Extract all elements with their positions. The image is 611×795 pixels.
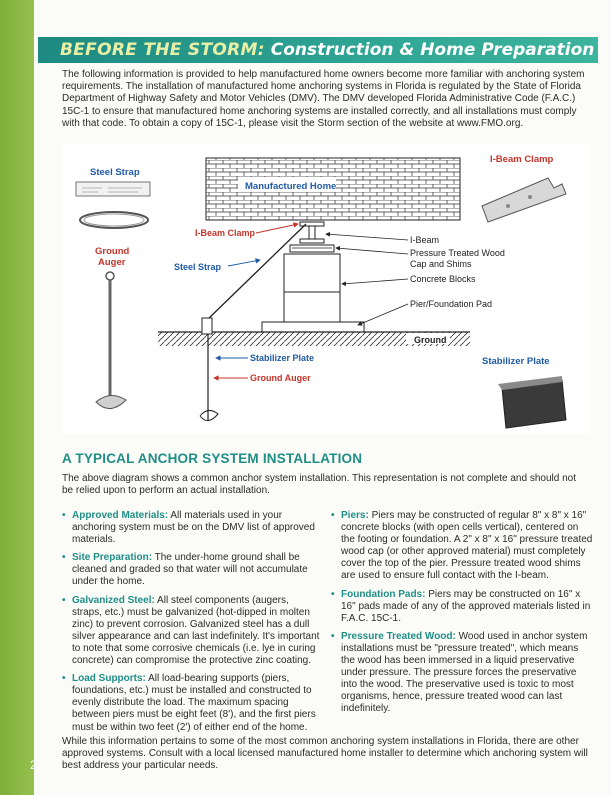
i-beam-clamp-title: I-Beam Clamp bbox=[490, 154, 554, 165]
closing-paragraph: While this information pertains to some of the most common anchoring system installations in Florida, there are other approved systems. Consult with a local licensed manufactured home installer to determine which anchoring system will best address your particular needs. bbox=[62, 736, 588, 772]
bullet-list-right bbox=[331, 510, 593, 722]
i-beam-label: I-Beam bbox=[410, 235, 440, 245]
wood-cap-shims bbox=[290, 245, 334, 252]
bullet-approved-materials bbox=[62, 510, 320, 546]
section-banner bbox=[38, 37, 598, 63]
stabilizer-plate-title: Stabilizer Plate bbox=[482, 356, 550, 367]
bullet-term: Approved Materials: bbox=[72, 510, 169, 521]
bullet-foundation-pads bbox=[331, 589, 593, 625]
bullet-term: Galvanized Steel: bbox=[72, 594, 155, 606]
bullet-text: All load-bearing supports (piers, foundations, etc.) must be installed and constructed to evenly distribute the load. The maximum spacing between piers must be eight feet (8'), and the first piers must be within two feet (2') of either end of the home. bbox=[72, 673, 316, 733]
bullet-pressure-treated-wood bbox=[331, 631, 593, 716]
ground-auger-blade bbox=[96, 395, 126, 408]
concrete-blocks-label: Concrete Blocks bbox=[410, 274, 476, 284]
bullet-term: Load Supports: bbox=[72, 673, 146, 685]
intro-paragraph: The following information is provided to help manufactured home owners become more familiar with anchoring system requirements. The installation of manufactured home anchoring systems in Florida is regulated by the State of Florida Department of Highway Safety and Motor Vehicles (DMV). The DMV developed Florida Administrative Code (F.A.C.) 15C-1 to ensure that manufactured home anchoring systems are installed correctly, and all installations must comply with that code. To obtain a copy of 15C-1, please visit the Storm section of the website at www.FMO.org. bbox=[62, 69, 585, 129]
i-beam-clamp-arrow bbox=[256, 224, 298, 233]
bullet-text: Wood used in anchor system installations must be "pressure treated", which means the wood has been immersed in a liquid preservative under pressure. The pressure forces the preservative into the wood. The preservative used is toxic to most organisms, hence, pressure treated wood can last indefinitely. bbox=[341, 630, 588, 715]
ground-label: Ground bbox=[414, 335, 447, 345]
steel-strap-sample bbox=[76, 182, 150, 196]
manufactured-home-label: Manufactured Home bbox=[245, 181, 337, 192]
ground-auger-helix bbox=[200, 410, 218, 420]
stabilizer-plate-small bbox=[202, 318, 212, 334]
pier-pad-arrow bbox=[358, 304, 408, 325]
bullet-load-supports bbox=[62, 673, 320, 733]
pier-pad-label: Pier/Foundation Pad bbox=[410, 299, 493, 309]
i-beam-arrow bbox=[326, 234, 408, 240]
ground-auger-eye bbox=[106, 272, 114, 280]
banner-title: Construction & Home Preparation bbox=[270, 40, 595, 60]
banner-kicker: BEFORE THE STORM: bbox=[60, 40, 265, 60]
bullet-text: Piers may be constructed of regular 8" x 8" x 16" concrete blocks (with open cells vertical), centered on the footing or foundation. A 2" x 8" x 16" pressure treated wood cap (or other approved material) must completely cover the top of the pier. Pressure treated wood shims are used to ensure full contact with the I-beam. bbox=[341, 510, 593, 582]
bullet-text: All steel components (augers, straps, etc.) must be galvanized (hot-dipped in molten zinc) to prevent corrosion. Galvanized steel has a dull silver appearance and can last indefinitely. It's important to note that some corrosive chemicals (i.e. lye in curing concrete) can compromise the protective zinc coating. bbox=[72, 594, 320, 667]
bullet-text: All materials used in your anchoring system must be on the DMV list of approved materials. bbox=[72, 510, 315, 546]
pressure-treated-label-2: Cap and Shims bbox=[410, 259, 472, 269]
bullet-list-left bbox=[62, 510, 320, 740]
page-edge-strip bbox=[0, 0, 34, 795]
pressure-treated-arrow bbox=[336, 248, 408, 254]
steel-strap-pointer-label: Steel Strap bbox=[174, 262, 222, 272]
bullet-text: Piers may be constructed on 16" x 16" pads made of any of the approved materials listed in F.A.C. 15C-1. bbox=[341, 588, 591, 624]
bullet-term: Foundation Pads: bbox=[341, 588, 426, 600]
steel-strap-arrow bbox=[228, 260, 260, 266]
concrete-blocks-arrow bbox=[342, 279, 408, 284]
ground-auger-title-1: Ground bbox=[95, 246, 130, 257]
stabilizer-plate-pointer-label: Stabilizer Plate bbox=[250, 353, 315, 363]
pressure-treated-label-1: Pressure Treated Wood bbox=[410, 248, 505, 258]
concrete-block-top bbox=[284, 254, 340, 292]
pier-foundation-pad bbox=[262, 322, 364, 332]
section-heading: A TYPICAL ANCHOR SYSTEM INSTALLATION bbox=[62, 451, 363, 466]
i-beam-clamp-hole-2 bbox=[528, 195, 532, 199]
steel-strap-title: Steel Strap bbox=[90, 167, 140, 178]
ground-auger-pointer-label: Ground Auger bbox=[250, 373, 311, 383]
section-intro: The above diagram shows a common anchor system installation. This representation is not complete and should not be relied upon to perform an actual installation. bbox=[62, 473, 576, 497]
anchor-system-diagram bbox=[62, 144, 590, 434]
bullet-text: The under-home ground shall be cleaned and graded so that water will not accumulate under the home. bbox=[72, 552, 308, 588]
bullet-site-preparation bbox=[62, 552, 320, 588]
i-beam-clamp-hole-1 bbox=[506, 204, 510, 208]
bullet-galvanized-steel bbox=[62, 595, 320, 668]
bullet-term: Piers: bbox=[341, 510, 369, 521]
bullet-term: Pressure Treated Wood: bbox=[341, 630, 456, 642]
i-beam-shape bbox=[300, 222, 324, 243]
bullet-term: Site Preparation: bbox=[72, 552, 153, 564]
page-number: 2 bbox=[30, 758, 37, 772]
concrete-block-bottom bbox=[284, 292, 340, 322]
i-beam-clamp-part bbox=[482, 178, 566, 222]
ground-auger-title-2: Auger bbox=[98, 257, 126, 268]
i-beam-clamp-pointer-label: I-Beam Clamp bbox=[195, 228, 256, 238]
steel-strap-coil-inner bbox=[84, 214, 144, 226]
bullet-piers bbox=[331, 510, 593, 583]
